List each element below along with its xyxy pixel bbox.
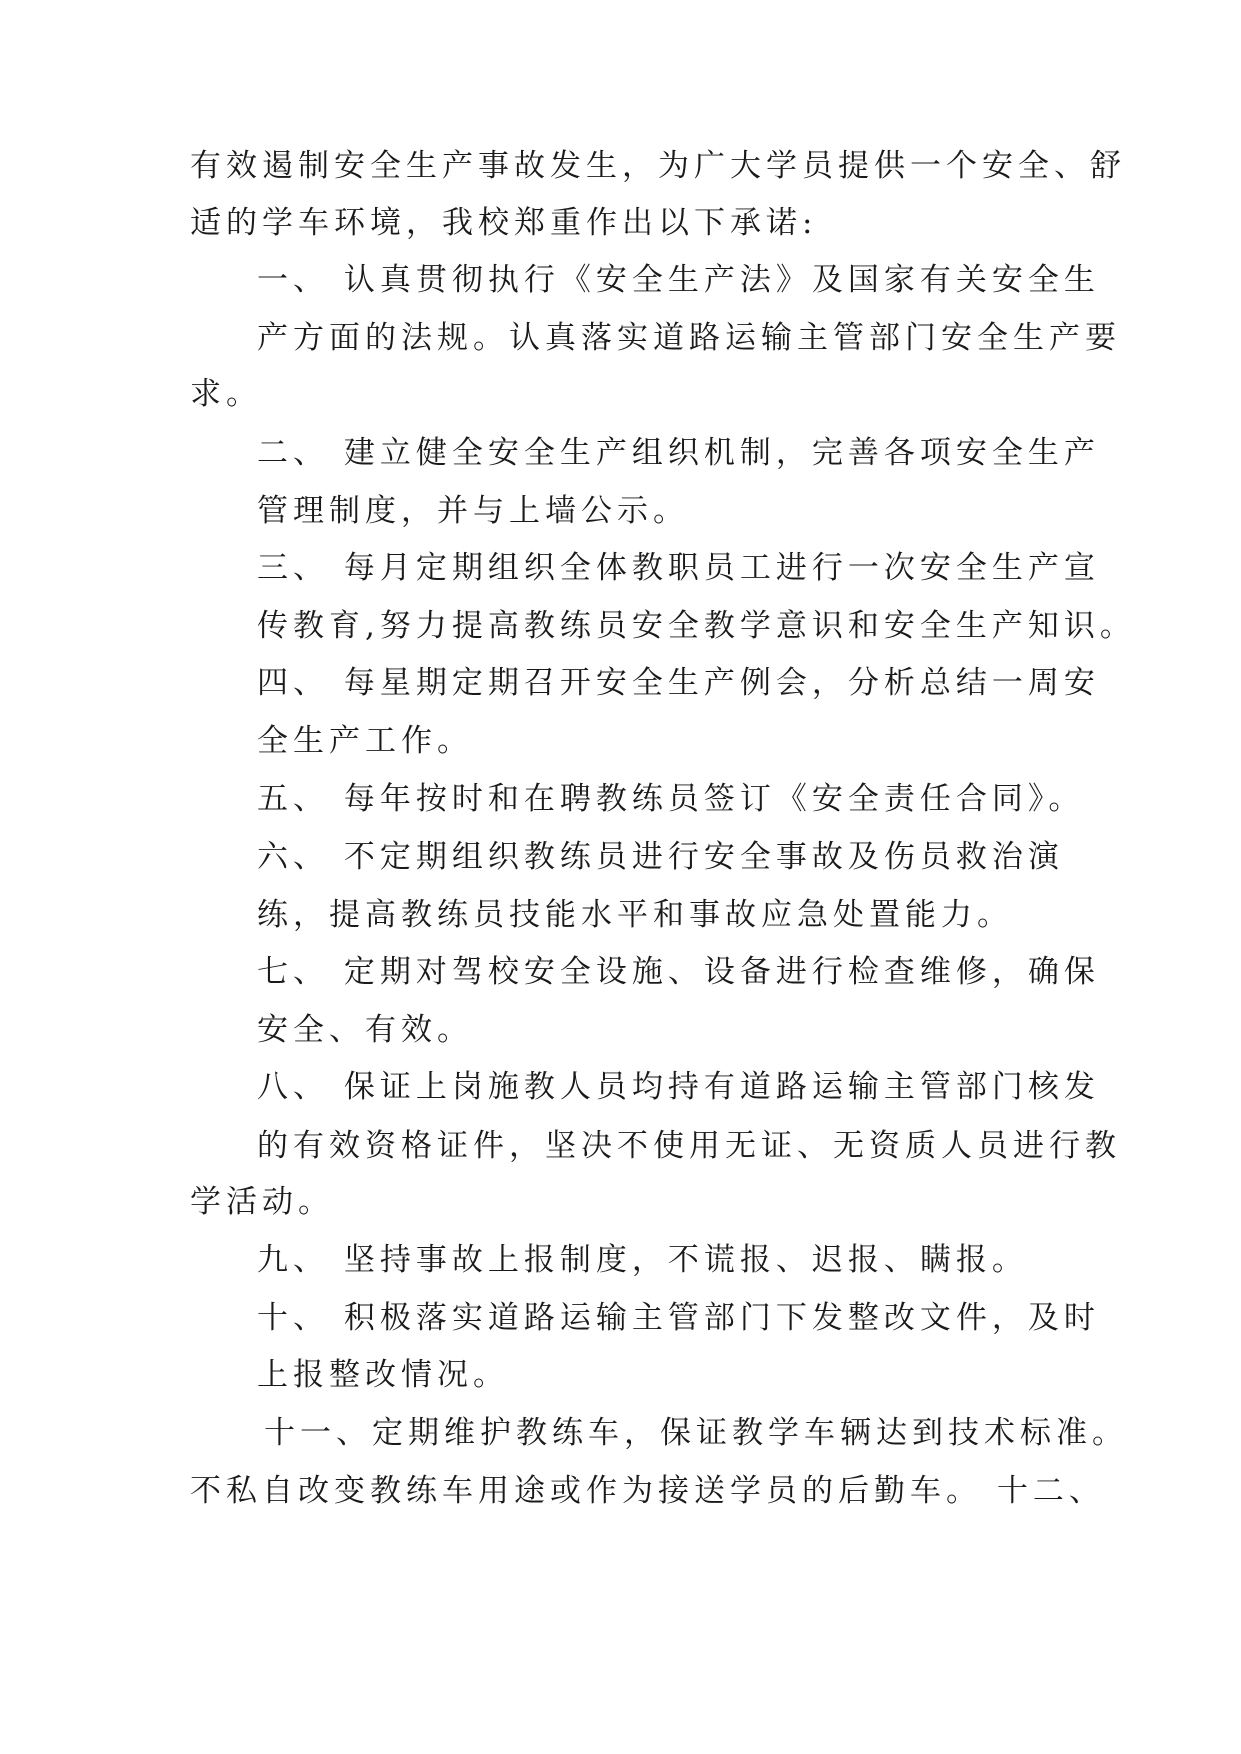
item-1-line-2: 产方面的法规。认真落实道路运输主管部门安全生产要 bbox=[257, 320, 1121, 356]
item-2-line-1: 二、 建立健全安全生产组织机制，完善各项安全生产 bbox=[257, 435, 1100, 471]
item-1-line-1: 一、 认真贯彻执行《安全生产法》及国家有关安全生 bbox=[257, 262, 1100, 298]
text-line-1: 有效遏制安全生产事故发生，为广大学员提供一个安全、舒 bbox=[190, 148, 1126, 184]
item-7-line-1: 七、 定期对驾校安全设施、设备进行检查维修，确保 bbox=[257, 954, 1100, 990]
item-7-line-2: 安全、有效。 bbox=[257, 1012, 473, 1048]
item-8-line-2: 的有效资格证件，坚决不使用无证、无资质人员进行教 bbox=[257, 1128, 1121, 1164]
item-3-line-1: 三、 每月定期组织全体教职员工进行一次安全生产宣 bbox=[257, 550, 1100, 586]
item-10-line-2: 上报整改情况。 bbox=[257, 1357, 509, 1393]
item-4-line-2: 全生产工作。 bbox=[257, 723, 473, 759]
item-6-line-2: 练，提高教练员技能水平和事故应急处置能力。 bbox=[257, 897, 1013, 933]
item-6-line-1: 六、 不定期组织教练员进行安全事故及伤员救治演 bbox=[257, 839, 1064, 875]
item-2-line-2: 管理制度，并与上墙公示。 bbox=[257, 493, 689, 529]
item-1-line-3: 求。 bbox=[190, 376, 262, 412]
item-4-line-1: 四、 每星期定期召开安全生产例会，分析总结一周安 bbox=[257, 665, 1100, 701]
item-9-line-1: 九、 坚持事故上报制度，不谎报、迟报、瞒报。 bbox=[257, 1242, 1028, 1278]
item-11-line-1: 十一、定期维护教练车，保证教学车辆达到技术标准。 bbox=[264, 1415, 1128, 1451]
item-3-line-2: 传教育,努力提高教练员安全教学意识和安全生产知识。 bbox=[257, 608, 1136, 644]
item-8-line-3: 学活动。 bbox=[190, 1184, 334, 1220]
text-line-2: 适的学车环境，我校郑重作出以下承诺: bbox=[190, 205, 818, 241]
item-10-line-1: 十、 积极落实道路运输主管部门下发整改文件，及时 bbox=[257, 1300, 1100, 1336]
item-11-line-2: 不私自改变教练车用途或作为接送学员的后勤车。 十二、 bbox=[190, 1473, 1105, 1509]
item-5-line-1: 五、 每年按时和在聘教练员签订《安全责任合同》。 bbox=[257, 781, 1085, 817]
item-8-line-1: 八、 保证上岗施教人员均持有道路运输主管部门核发 bbox=[257, 1069, 1100, 1105]
